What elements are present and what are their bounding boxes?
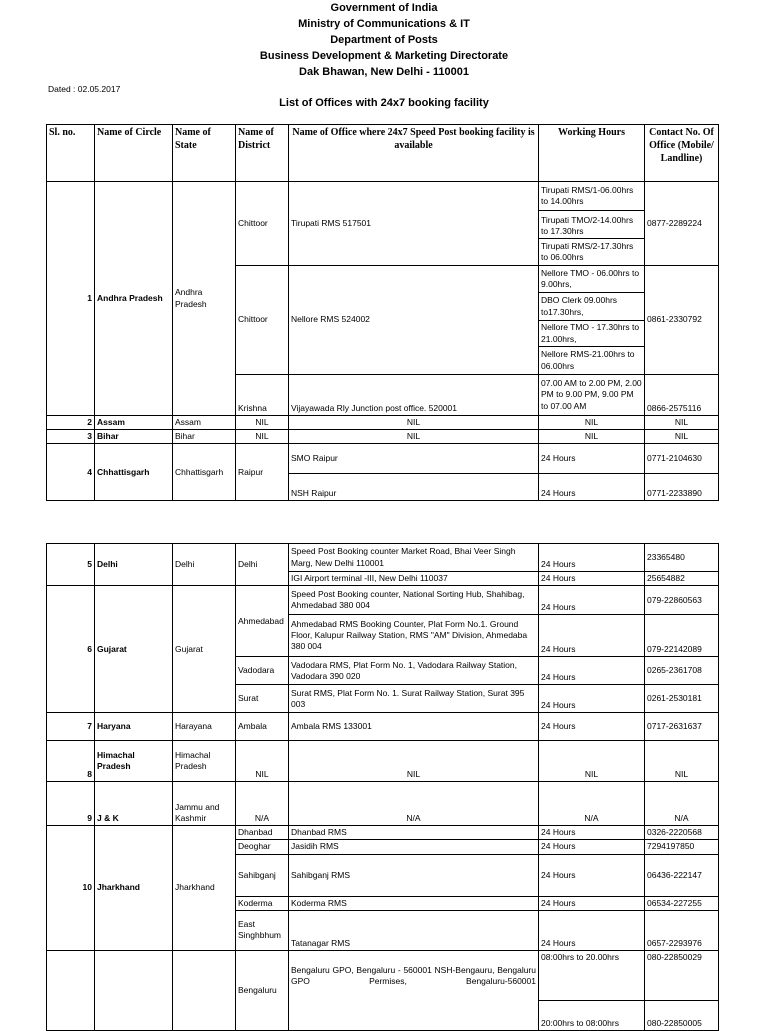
cell-circle: Andhra Pradesh [95, 182, 173, 416]
header-department: Department of Posts [330, 34, 438, 46]
cell-sl: 5 [47, 544, 95, 586]
cell-office: Jasidih RMS [289, 840, 539, 854]
col-district: Name of District [236, 125, 289, 182]
cell-hours: 24 Hours [539, 896, 645, 910]
cell-contact: 0261-2530181 [645, 685, 719, 713]
cell-office: Surat RMS, Plat Form No. 1. Surat Railway Station, Surat 395 003 [289, 685, 539, 713]
cell-sl: 4 [47, 444, 95, 501]
cell-office: Vijayawada Rly Junction post office. 520001 [289, 375, 539, 416]
cell-hours: 24 Hours [539, 854, 645, 896]
cell-office: Bengaluru GPO, Bengaluru - 560001 NSH-Bengauru, Bengaluru GPO Permises, Bengaluru-560001 [289, 950, 539, 1030]
table-header-row [47, 125, 719, 182]
cell-office: SMO Raipur [289, 444, 539, 474]
table-row [47, 950, 719, 1000]
cell-hours: 24 Hours [539, 474, 645, 501]
cell-office: NSH Raipur [289, 474, 539, 501]
header-ministry: Ministry of Communications & IT [298, 18, 470, 30]
cell-hours: Nellore TMO - 17.30hrs to 21.00hrs, [539, 321, 645, 347]
cell-contact: 0861-2330792 [645, 266, 719, 375]
cell-sl: 10 [47, 826, 95, 951]
cell-office: Ahmedabad RMS Booking Counter, Plat Form No.1. Ground Floor, Kalupur Railway Station, RMS "AM" Division, Ahmedaba 380 004 [289, 615, 539, 657]
col-hours: Working Hours [539, 125, 645, 182]
table-row [47, 826, 719, 840]
cell-circle: Haryana [95, 713, 173, 741]
cell-contact: 0657-2293976 [645, 910, 719, 950]
cell-contact: 06534-227255 [645, 896, 719, 910]
cell-office: Nellore RMS 524002 [289, 266, 539, 375]
cell-hours: 24 Hours [539, 713, 645, 741]
cell-hours: 24 Hours [539, 544, 645, 572]
cell-contact: 0866-2575116 [645, 375, 719, 416]
cell-sl: 2 [47, 416, 95, 430]
cell-contact: NIL [645, 741, 719, 782]
header-government: Government of India [330, 2, 438, 14]
cell-hours: NIL [539, 741, 645, 782]
cell-district: Chittoor [236, 266, 289, 375]
cell-contact: 0326-2220568 [645, 826, 719, 840]
document-subtitle: List of Offices with 24x7 booking facility [279, 97, 489, 109]
cell-contact: 0717-2631637 [645, 713, 719, 741]
cell-contact: 0265-2361708 [645, 657, 719, 685]
cell-office: Sahibganj RMS [289, 854, 539, 896]
cell-contact: 25654882 [645, 572, 719, 586]
cell-state: Gujarat [173, 586, 236, 713]
cell-office: Koderma RMS [289, 896, 539, 910]
col-state: Name of State [173, 125, 236, 182]
cell-circle: Himachal Pradesh [95, 741, 173, 782]
cell-district: NIL [236, 416, 289, 430]
col-circle: Name of Circle [95, 125, 173, 182]
cell-contact: NIL [645, 416, 719, 430]
cell-district: Ambala [236, 713, 289, 741]
cell-contact: 23365480 [645, 544, 719, 572]
cell-hours: 20:00hrs to 08:00hrs [539, 1000, 645, 1030]
cell-office: N/A [289, 782, 539, 826]
cell-contact: 06436-222147 [645, 854, 719, 896]
cell-hours: DBO Clerk 09.00hrs to17.30hrs, [539, 293, 645, 321]
cell-office: Tatanagar RMS [289, 910, 539, 950]
cell-contact: 079-22860563 [645, 586, 719, 615]
cell-circle: Gujarat [95, 586, 173, 713]
cell-district: Bengaluru [236, 950, 289, 1030]
cell-state [173, 950, 236, 1030]
cell-district: NIL [236, 741, 289, 782]
cell-circle: Delhi [95, 544, 173, 586]
table-row [47, 430, 719, 444]
cell-contact: NIL [645, 430, 719, 444]
cell-hours: 24 Hours [539, 444, 645, 474]
cell-district: Vadodara [236, 657, 289, 685]
cell-state: Jammu and Kashmir [173, 782, 236, 826]
cell-hours: Tirupati RMS/2-17.30hrs to 06.00hrs [539, 239, 645, 266]
cell-state: Chhattisgarh [173, 444, 236, 501]
cell-district: East Singhbhum [236, 910, 289, 950]
cell-district: Koderma [236, 896, 289, 910]
cell-district: Raipur [236, 444, 289, 501]
col-contact: Contact No. Of Office (Mobile/ Landline) [645, 125, 719, 182]
cell-district: NIL [236, 430, 289, 444]
cell-office: Speed Post Booking counter Market Road, Bhai Veer Singh Marg, New Delhi 110001 [289, 544, 539, 572]
cell-hours: N/A [539, 782, 645, 826]
cell-office: NIL [289, 430, 539, 444]
cell-district: Deoghar [236, 840, 289, 854]
cell-hours: 24 Hours [539, 572, 645, 586]
cell-circle: J & K [95, 782, 173, 826]
cell-hours: 24 Hours [539, 685, 645, 713]
cell-hours: 24 Hours [539, 615, 645, 657]
cell-state: Andhra Pradesh [173, 182, 236, 416]
cell-office: NIL [289, 741, 539, 782]
cell-hours: NIL [539, 430, 645, 444]
table-row [47, 444, 719, 474]
table-row [47, 741, 719, 782]
cell-office: Speed Post Booking counter, National Sorting Hub, Shahibag, Ahmedabad 380 004 [289, 586, 539, 615]
table-row [47, 713, 719, 741]
cell-office: Vadodara RMS, Plat Form No. 1, Vadodara Railway Station, Vadodara 390 020 [289, 657, 539, 685]
cell-sl: 9 [47, 782, 95, 826]
cell-hours: Tirupati RMS/1-06.00hrs to 14.00hrs [539, 182, 645, 211]
cell-contact: 0771-2233890 [645, 474, 719, 501]
cell-state: Harayana [173, 713, 236, 741]
cell-circle: Chhattisgarh [95, 444, 173, 501]
cell-office: Tirupati RMS 517501 [289, 182, 539, 266]
cell-sl: 8 [47, 741, 95, 782]
cell-circle: Assam [95, 416, 173, 430]
cell-state: Bihar [173, 430, 236, 444]
cell-hours: NIL [539, 416, 645, 430]
cell-sl [47, 950, 95, 1030]
cell-sl: 7 [47, 713, 95, 741]
col-sl: Sl. no. [47, 125, 95, 182]
cell-state: Jharkhand [173, 826, 236, 951]
header-directorate: Business Development & Marketing Directorate [259, 50, 509, 62]
cell-district: Dhanbad [236, 826, 289, 840]
cell-hours: Tirupati TMO/2-14.00hrs to 17.30hrs [539, 211, 645, 239]
cell-office: NIL [289, 416, 539, 430]
cell-district: Krishna [236, 375, 289, 416]
cell-hours: 24 Hours [539, 826, 645, 840]
cell-sl: 1 [47, 182, 95, 416]
table-row [47, 782, 719, 826]
table-row [47, 182, 719, 211]
cell-district: N/A [236, 782, 289, 826]
cell-district: Ahmedabad [236, 586, 289, 657]
table-row [47, 586, 719, 615]
cell-office: Ambala RMS 133001 [289, 713, 539, 741]
cell-state: Delhi [173, 544, 236, 586]
cell-contact: 080-22850029 [645, 950, 719, 1000]
cell-contact: 0877-2289224 [645, 182, 719, 266]
cell-hours: 24 Hours [539, 657, 645, 685]
offices-table-1 [46, 124, 719, 501]
offices-table-2 [46, 543, 719, 1031]
col-office: Name of Office where 24x7 Speed Post booking facility is available [289, 125, 539, 182]
cell-contact: 7294197850 [645, 840, 719, 854]
cell-contact: N/A [645, 782, 719, 826]
table-row [47, 544, 719, 572]
cell-state: Assam [173, 416, 236, 430]
dated-label: Dated : 02.05.2017 [48, 84, 121, 94]
cell-hours: 08:00hrs to 20.00hrs [539, 950, 645, 1000]
cell-office: IGI Airport terminal -III, New Delhi 110037 [289, 572, 539, 586]
cell-district: Delhi [236, 544, 289, 586]
cell-sl: 6 [47, 586, 95, 713]
cell-circle: Jharkhand [95, 826, 173, 951]
cell-circle [95, 950, 173, 1030]
cell-hours: Nellore RMS-21.00hrs to 06.00hrs [539, 347, 645, 375]
cell-contact: 080-22850005 [645, 1000, 719, 1030]
cell-hours: 24 Hours [539, 586, 645, 615]
cell-district: Surat [236, 685, 289, 713]
cell-hours: 24 Hours [539, 910, 645, 950]
table-row [47, 416, 719, 430]
cell-office: Dhanbad RMS [289, 826, 539, 840]
cell-district: Sahibganj [236, 854, 289, 896]
cell-sl: 3 [47, 430, 95, 444]
cell-contact: 079-22142089 [645, 615, 719, 657]
cell-hours: Nellore TMO - 06.00hrs to 9.00hrs, [539, 266, 645, 293]
cell-district: Chittoor [236, 182, 289, 266]
header-address: Dak Bhawan, New Delhi - 110001 [299, 66, 469, 78]
cell-circle: Bihar [95, 430, 173, 444]
cell-state: Himachal Pradesh [173, 741, 236, 782]
cell-hours: 24 Hours [539, 840, 645, 854]
cell-contact: 0771-2104630 [645, 444, 719, 474]
cell-hours: 07.00 AM to 2.00 PM, 2.00 PM to 9.00 PM, 9.00 PM to 07.00 AM [539, 375, 645, 416]
